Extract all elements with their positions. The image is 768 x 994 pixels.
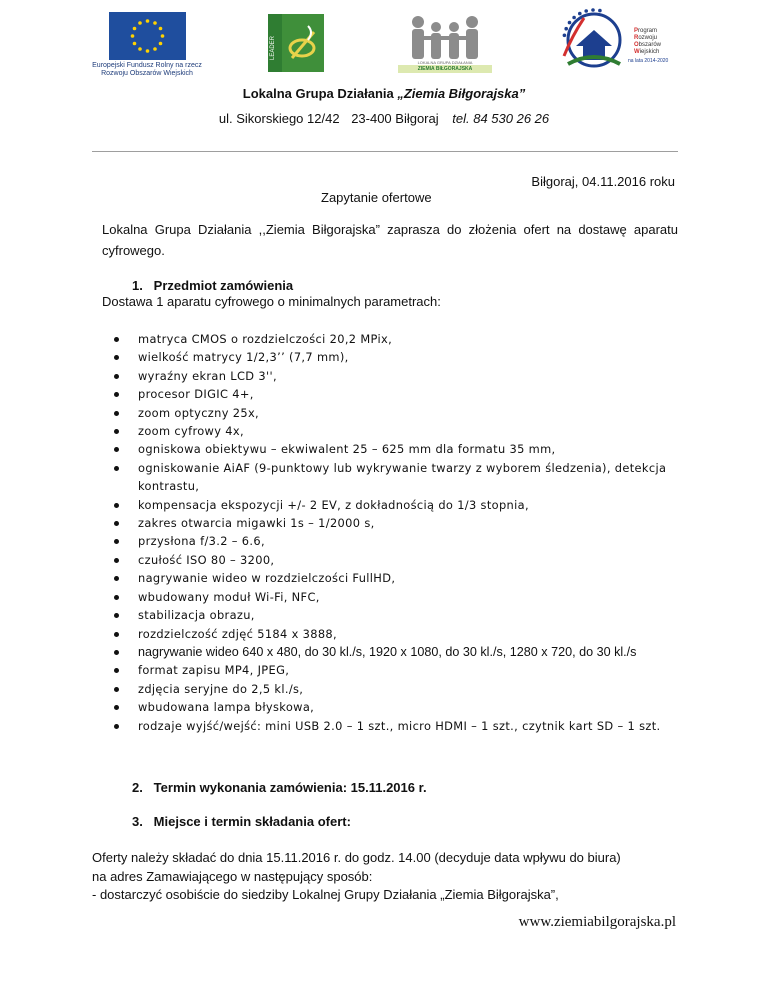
section-1-heading: 1. Przedmiot zamówienia bbox=[132, 278, 294, 293]
prow-initial: W bbox=[634, 49, 640, 55]
people-group-icon bbox=[402, 14, 488, 62]
spec-list-item: zoom cyfrowy 4x, bbox=[138, 422, 682, 440]
logo-row bbox=[0, 0, 768, 80]
eu-caption-line1: Europejski Fundusz Rolny na rzecz bbox=[92, 62, 202, 69]
specification-list bbox=[102, 330, 682, 735]
zb-caption bbox=[398, 60, 492, 73]
prow-initial: P bbox=[634, 28, 639, 34]
footer-website-url: www.ziemiabilgorajska.pl bbox=[518, 914, 676, 930]
spec-list-item: stabilizacja obrazu, bbox=[138, 606, 682, 624]
spec-list-item: ogniskowanie AiAF (9-punktowy lub wykrywanie twarzy z wyborem śledzenia), detekcja kontrastu, bbox=[138, 459, 682, 496]
prow-rest: ozwoju bbox=[638, 35, 658, 41]
eu-caption bbox=[86, 62, 208, 78]
zb-caption-line2: ZIEMIA BIŁGORAJSKA bbox=[398, 65, 492, 73]
address-city: 23-400 Biłgoraj bbox=[351, 111, 439, 126]
spec-list-item: czułość ISO 80 – 3200, bbox=[138, 551, 682, 569]
prow-caption bbox=[634, 28, 661, 56]
spec-list-item: zakres otwarcia migawki 1s – 1/2000 s, bbox=[138, 514, 682, 532]
spec-list-item: rodzaje wyjść/wejść: mini USB 2.0 – 1 szt., micro HDMI – 1 szt., czytnik kart SD – 1 szt. bbox=[138, 717, 682, 735]
section-3-heading: 3. Miejsce i termin składania ofert: bbox=[132, 814, 351, 829]
prow-rest: bszarów bbox=[638, 42, 662, 48]
spec-list-item: procesor DIGIC 4+, bbox=[138, 385, 682, 403]
spec-list-item: rozdzielczość zdjęć 5184 x 3888, bbox=[138, 625, 682, 643]
spec-list-item: wbudowana lampa błyskowa, bbox=[138, 698, 682, 716]
eu-caption-line2: Rozwoju Obszarów Wiejskich bbox=[101, 70, 193, 77]
ziemia-bilgorajska-logo bbox=[402, 14, 488, 62]
organization-address bbox=[0, 111, 768, 126]
prow-line-3 bbox=[634, 42, 661, 49]
prow-line-1 bbox=[634, 28, 661, 35]
submission-line-3: - dostarczyć osobiście do siedziby Lokalnej Grupy Działania „Ziemia Biłgorajska”, bbox=[92, 887, 559, 902]
spec-list-item: przysłona f/3.2 – 6.6, bbox=[138, 532, 682, 550]
header-divider bbox=[92, 151, 678, 152]
submission-line-2: na adres Zamawiającego w następujący sposób: bbox=[92, 868, 373, 884]
spec-list-item: nagrywanie wideo 640 x 480, do 30 kl./s, 1920 x 1080, do 30 kl./s, 1280 x 720, do 30 kl./s bbox=[138, 643, 682, 661]
spec-list-item: matryca CMOS o rozdzielczości 20,2 MPix, bbox=[138, 330, 682, 348]
document-date: Biłgoraj, 04.11.2016 roku bbox=[531, 174, 675, 189]
leader-logo bbox=[268, 14, 324, 72]
prow-initial: R bbox=[634, 35, 639, 41]
address-street: ul. Sikorskiego 12/42 bbox=[218, 111, 340, 126]
prow-rest: iejskich bbox=[639, 49, 660, 55]
submission-paragraph bbox=[92, 849, 692, 905]
organization-name bbox=[0, 86, 768, 101]
spec-list-item: ogniskowa obiektywu – ekwiwalent 25 – 625 mm dla formatu 35 mm, bbox=[138, 440, 682, 458]
prow-line-4 bbox=[634, 49, 661, 56]
prow-initial: O bbox=[634, 42, 639, 48]
prow-rest: rogram bbox=[638, 28, 658, 34]
spec-list-item: wielkość matrycy 1/2,3’’ (7,7 mm), bbox=[138, 348, 682, 366]
document-title: Zapytanie ofertowe bbox=[321, 190, 432, 205]
leader-text: LEADER bbox=[270, 35, 276, 60]
org-name-plain: Lokalna Grupa Działania bbox=[242, 86, 398, 101]
prow-line-2 bbox=[634, 35, 661, 42]
section-2-heading: 2. Termin wykonania zamówienia: 15.11.2016 r. bbox=[132, 780, 427, 795]
section-1-lead: Dostawa 1 aparatu cyfrowego o minimalnych parametrach: bbox=[102, 294, 441, 309]
spec-list-item: zdjęcia seryjne do 2,5 kl./s, bbox=[138, 680, 682, 698]
prow-years: na lata 2014-2020 bbox=[628, 58, 669, 64]
spec-list-item: nagrywanie wideo w rozdzielczości FullHD, bbox=[138, 569, 682, 587]
spec-list-item: wyraźny ekran LCD 3'', bbox=[138, 367, 682, 385]
leader-icon bbox=[268, 14, 324, 72]
eu-flag-icon bbox=[109, 12, 186, 60]
spec-list-item: wbudowany moduł Wi-Fi, NFC, bbox=[138, 588, 682, 606]
intro-paragraph: Lokalna Grupa Działania ,,Ziemia Biłgorajska” zaprasza do złożenia ofert na dostawę aparatu cyfrowego. bbox=[102, 222, 678, 258]
spec-list-item: zoom optyczny 25x, bbox=[138, 404, 682, 422]
org-name-italic: „Ziemia Biłgorajska” bbox=[397, 86, 526, 101]
eu-flag-logo bbox=[109, 12, 186, 60]
address-phone: tel. 84 530 26 26 bbox=[452, 111, 550, 126]
submission-line-1: Oferty należy składać do dnia 15.11.2016 r. do godz. 14.00 (decyduje data wpływu do biura) bbox=[92, 850, 621, 865]
spec-list-item: kompensacja ekspozycji +/- 2 EV, z dokładnością do 1/3 stopnia, bbox=[138, 496, 682, 514]
zb-caption-line1: LOKALNA GRUPA DZIAŁANIA bbox=[417, 60, 473, 65]
prow-emblem-icon bbox=[556, 6, 632, 72]
prow-logo bbox=[556, 6, 632, 72]
spec-list-item: format zapisu MP4, JPEG, bbox=[138, 661, 682, 679]
